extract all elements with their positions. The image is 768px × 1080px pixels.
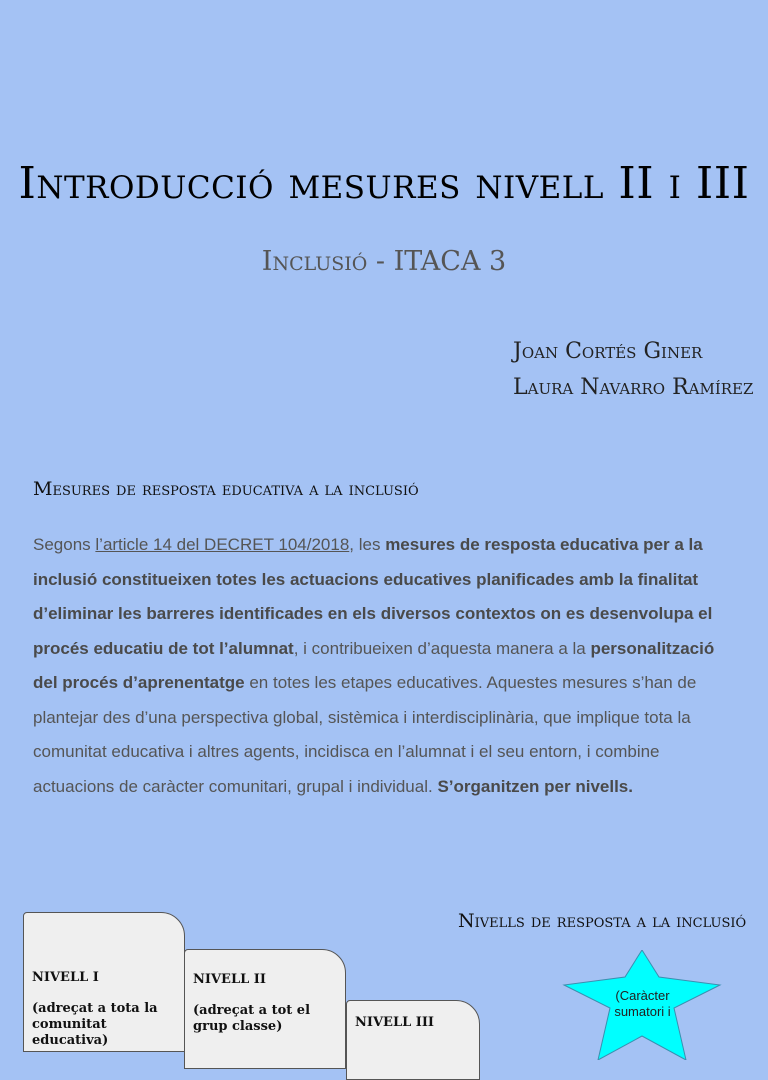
body-paragraph xyxy=(33,528,738,804)
levels-heading: Nivells de resposta a la inclusió xyxy=(458,910,747,932)
level-title: NIVELL II xyxy=(193,972,266,987)
author-name: Joan Cortés Giner xyxy=(513,339,703,364)
paragraph-text: , i contribueixen d’aquesta manera a la xyxy=(293,638,591,658)
author-name: Laura Navarro Ramírez xyxy=(513,375,754,400)
level-title: NIVELL III xyxy=(355,1015,435,1030)
level-card-2 xyxy=(184,949,346,1069)
page-title: Introducció mesures nivell II i III xyxy=(18,158,750,209)
level-description: (adreçat a tot el grup classe) xyxy=(193,1003,311,1034)
level-description: (adreçat a tota la comunitat educativa) xyxy=(32,1001,158,1048)
section-heading: Mesures de resposta educativa a la inclusió xyxy=(33,478,419,500)
paragraph-text: , les xyxy=(349,535,386,554)
star-note: (Caràcter sumatori i xyxy=(614,988,671,1019)
paragraph-text: Segons xyxy=(33,535,96,554)
level-title: NIVELL I xyxy=(32,970,99,985)
level-card-3 xyxy=(346,1000,480,1080)
authors xyxy=(513,334,753,406)
paragraph-text: en totes les etapes educatives. Aquestes mesures s’han de plantejar des d’una perspectiva global, sistèmica i interdisciplinària, que implique tota la comunitat educativa i altres agents, incidisca en l’alumnat i el seu entorn, i combine actuacions de caràcter comunitari, grupal i individual. xyxy=(33,673,697,796)
level-card-1 xyxy=(23,912,185,1052)
paragraph-bold-text: personalització del procés d’aprenentatge xyxy=(33,638,715,692)
paragraph-bold-text: mesures de resposta educativa per a la inclusió constitueixen totes les actuacions educatives planificades amb la finalitat d’eliminar les barreres identificades en els diversos contextos on es desenvolupa el procés educatiu de tot l’alumnat xyxy=(33,535,713,658)
page-subtitle: Inclusió - ITACA 3 xyxy=(261,246,507,277)
decret-link[interactable]: l’article 14 del DECRET 104/2018 xyxy=(95,535,350,554)
paragraph-bold-text: S’organitzen per nivells. xyxy=(437,776,633,796)
